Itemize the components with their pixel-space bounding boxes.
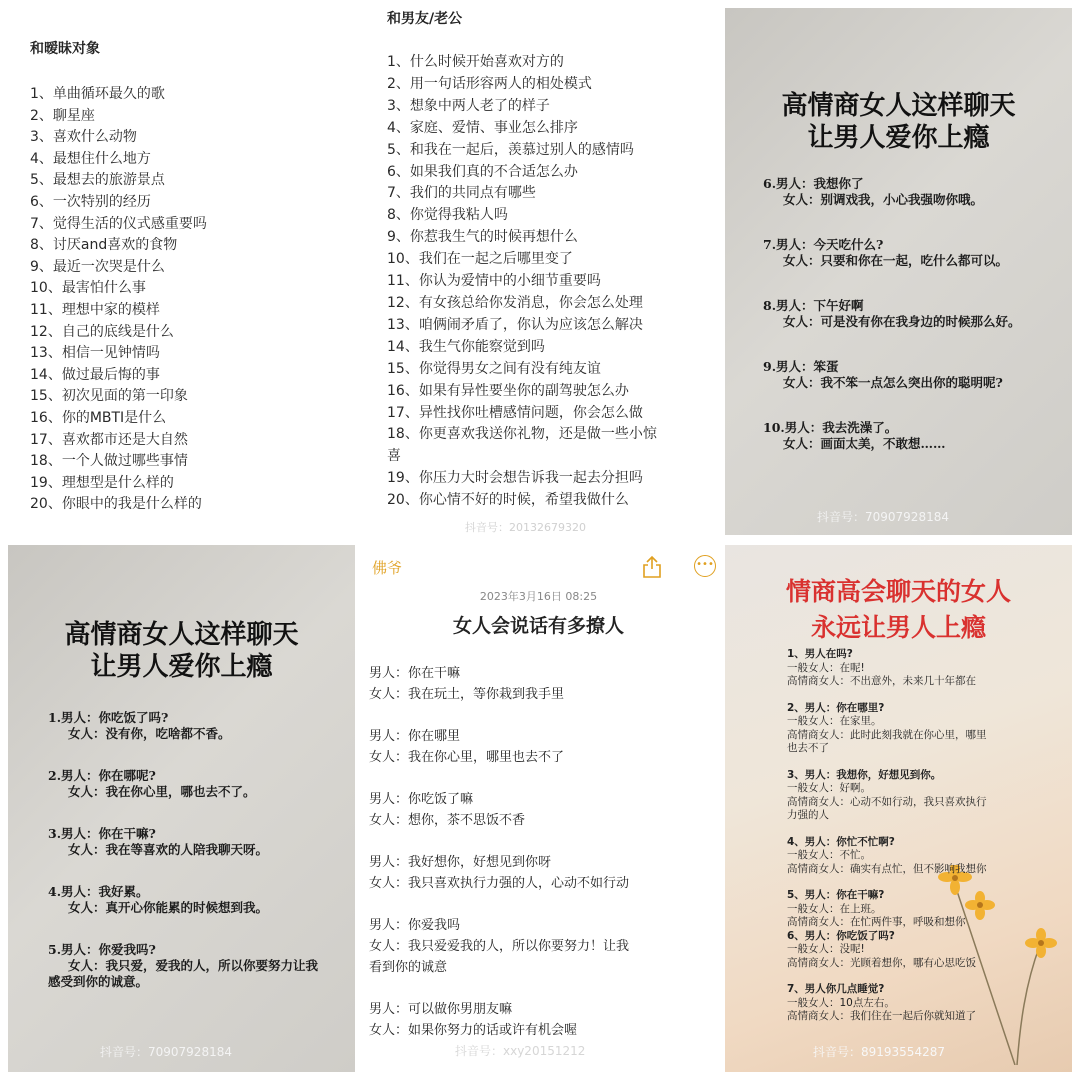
topic-item: 11、理想中家的模样 <box>30 301 160 318</box>
topic-item: 4、最想住什么地方 <box>30 150 151 167</box>
topic-item: 14、我生气你能察觉到吗 <box>387 338 545 355</box>
panel-title: 和男友/老公 <box>387 11 463 27</box>
male-line: 9.男人：笨蛋 <box>763 359 839 374</box>
note-body <box>369 663 714 1062</box>
topic-item: 18、你更喜欢我送你礼物，还是做一些小惊 <box>387 426 657 443</box>
dialog-block <box>763 237 1008 269</box>
dialog-line: 一般女人：10点左右。 <box>787 996 895 1009</box>
topic-item: 20、你眼中的我是什么样的 <box>30 496 202 513</box>
topic-item: 10、我们在一起之后哪里变了 <box>387 251 573 268</box>
topic-item: 19、理想型是什么样的 <box>30 474 174 491</box>
topic-item: 17、喜欢都市还是大自然 <box>30 431 188 448</box>
dialog-line: 高情商女人：不出意外，未来几十年都在 <box>787 675 976 687</box>
dialog-block <box>369 789 714 831</box>
topic-item: 20、你心情不好的时候，希望我做什么 <box>387 492 629 509</box>
dialog-block <box>787 769 1062 823</box>
watermark: 抖音号：xxy20151212 <box>455 1044 586 1058</box>
dialog-block <box>787 702 1062 756</box>
dialog-line: 高情商女人：此时此刻我就在你心里，哪里 <box>787 728 987 741</box>
male-line: 10.男人：我去洗澡了。 <box>763 420 898 435</box>
dialog-line: 一般女人：在呢! <box>787 661 865 674</box>
dialog-block <box>787 836 1062 877</box>
dialog-block <box>369 999 714 1041</box>
topic-item: 2、聊星座 <box>30 107 95 124</box>
topic-item: 7、觉得生活的仪式感重要吗 <box>30 215 207 232</box>
dialog-line: 女人：想你，茶不思饭不香 <box>369 813 526 828</box>
topic-item: 7、我们的共同点有哪些 <box>387 185 536 202</box>
male-line: 7.男人：今天吃什么? <box>763 237 884 252</box>
female-line: 女人：没有你，吃啥都不香。 <box>68 726 231 741</box>
topic-item: 喜 <box>387 448 401 465</box>
topic-list <box>30 84 365 516</box>
book-title-line-2: 让男人爱你上瘾 <box>90 652 273 682</box>
dialog-block <box>763 420 946 452</box>
dialog-line: 5、男人：你在干嘛? <box>787 889 885 901</box>
dialog-line: 一般女人：没呢! <box>787 943 865 955</box>
topic-item: 1、单曲循环最久的歌 <box>30 86 165 102</box>
poster-title-line-2: 永远让男人上瘾 <box>810 613 986 642</box>
topic-item: 13、咱俩闹矛盾了，你认为应该怎么解决 <box>387 316 643 333</box>
topic-item: 17、异性找你吐槽感情问题，你会怎么做 <box>387 404 643 421</box>
dialog-line: 男人：你爱我吗 <box>369 918 461 933</box>
male-line: 2.男人：你在哪呢? <box>48 768 156 783</box>
female-line: 女人：别调戏我，小心我强吻你哦。 <box>783 192 984 207</box>
share-icon[interactable] <box>641 555 663 579</box>
panel-title: 和暧昧对象 <box>30 41 100 57</box>
dialog-line: 也去不了 <box>787 742 829 754</box>
panel-book-page-1 <box>8 545 355 1072</box>
topic-item: 16、你的MBTI是什么 <box>30 409 167 426</box>
female-line: 女人：画面太美，不敢想…… <box>783 436 946 451</box>
dialog-line: 一般女人：在家里。 <box>787 715 882 727</box>
topic-item: 3、喜欢什么动物 <box>30 129 137 146</box>
dialog-block <box>369 663 714 705</box>
topic-item: 9、你惹我生气的时候再想什么 <box>387 229 578 246</box>
topic-item: 6、如果我们真的不合适怎么办 <box>387 163 578 180</box>
dialog-line: 男人：我好想你，好想见到你呀 <box>369 855 552 870</box>
topic-item: 6、一次特别的经历 <box>30 193 151 210</box>
dialog-line: 一般女人：不忙。 <box>787 849 871 861</box>
dialog-line: 7、男人你几点睡觉? <box>787 983 885 995</box>
watermark: 抖音号：70907928184 <box>100 1045 232 1059</box>
female-line: 女人：我在等喜欢的人陪我聊天呀。 <box>68 842 269 857</box>
dialog-line: 女人：如果你努力的话或许有机会喔 <box>369 1023 578 1038</box>
topic-item: 18、一个人做过哪些事情 <box>30 453 188 470</box>
dialog-block <box>369 726 714 768</box>
dialog-line: 2、男人：你在哪里? <box>787 701 885 714</box>
dialog-line: 高情商女人：我们住在一起后你就知道了 <box>787 1010 976 1022</box>
topic-item: 8、你觉得我粘人吗 <box>387 207 508 224</box>
poster-body <box>787 648 1062 1037</box>
dialog-line: 女人：我在玩土，等你栽到我手里 <box>369 687 565 702</box>
dialog-block <box>787 930 1062 971</box>
topic-item: 14、做过最后悔的事 <box>30 366 160 383</box>
dialog-line: 高情商女人：在忙两件事，呼吸和想你 <box>787 916 966 928</box>
male-line: 8.男人：下午好啊 <box>763 298 864 313</box>
panel-book-page-2 <box>725 8 1072 535</box>
topic-item: 15、你觉得男女之间有没有纯友谊 <box>387 360 601 377</box>
note-date: 2023年3月16日 08:25 <box>479 590 598 603</box>
male-line: 1.男人：你吃饭了吗? <box>48 710 169 725</box>
dialog-line: 4、男人：你忙不忙啊? <box>787 835 895 848</box>
note-title: 女人会说话有多撩人 <box>452 615 624 637</box>
dialog-block <box>787 648 1062 689</box>
book-title-line-2: 让男人爱你上瘾 <box>807 123 990 153</box>
back-button[interactable]: 佛爷 <box>372 559 403 577</box>
dialog-block <box>763 359 1003 391</box>
panel-flirt-topics <box>0 0 365 540</box>
dialog-block <box>48 826 268 858</box>
panel-eq-chat <box>725 545 1072 1072</box>
topic-item: 16、如果有异性要坐你的副驾驶怎么办 <box>387 382 629 399</box>
dialog-line: 高情商女人：心动不如行动，我只喜欢执行 <box>787 795 987 808</box>
dialog-line: 6、男人：你吃饭了吗? <box>787 929 895 942</box>
topic-item: 5、和我在一起后，羡慕过别人的感情吗 <box>387 141 634 158</box>
topic-item: 5、最想去的旅游景点 <box>30 172 165 189</box>
topic-list <box>387 52 720 512</box>
topic-item: 8、讨厌and喜欢的食物 <box>30 237 178 254</box>
dialog-line: 看到你的诚意 <box>369 960 448 975</box>
dialog-block <box>763 176 983 208</box>
panel-notes-app <box>357 545 720 1072</box>
topic-item: 15、初次见面的第一印象 <box>30 388 188 405</box>
topic-item: 12、自己的底线是什么 <box>30 323 174 340</box>
topic-item: 2、用一句话形容两人的相处模式 <box>387 75 592 92</box>
dialog-line: 3、男人：我想你，好想见到你。 <box>787 768 942 781</box>
dialog-line: 女人：我只爱爱我的人，所以你要努力！让我 <box>369 939 630 954</box>
dialog-block <box>48 942 318 990</box>
male-line: 5.男人：你爱我吗? <box>48 942 156 957</box>
dialog-block <box>369 852 714 894</box>
topic-item: 12、有女孩总给你发消息，你会怎么处理 <box>387 294 643 311</box>
panel-partner-topics <box>365 0 720 540</box>
topic-item: 3、想象中两人老了的样子 <box>387 97 550 114</box>
dialog-line: 女人：我在你心里，哪里也去不了 <box>369 750 565 765</box>
male-line: 4.男人：我好累。 <box>48 884 149 899</box>
dialog-line: 一般女人：好啊。 <box>787 782 871 794</box>
dialog-line: 男人：你吃饭了嘛 <box>369 792 474 807</box>
watermark: 抖音号：20132679320 <box>465 521 586 534</box>
female-line: 女人：真开心你能累的时候想到我。 <box>68 900 269 915</box>
topic-item: 4、家庭、爱情、事业怎么排序 <box>387 119 578 136</box>
female-line: 女人：我不笨一点怎么突出你的聪明呢? <box>783 375 1003 390</box>
dialog-block <box>48 710 231 742</box>
topic-item: 19、你压力大时会想告诉我一起去分担吗 <box>387 470 643 487</box>
dialog-line: 高情商女人：光顾着想你，哪有心思吃饭 <box>787 956 976 969</box>
female-line: 女人：我在你心里，哪也去不了。 <box>68 784 256 799</box>
topic-item: 1、什么时候开始喜欢对方的 <box>387 54 564 70</box>
watermark: 抖音号：70907928184 <box>817 510 949 524</box>
dialog-block <box>48 768 256 800</box>
dialog-line: 男人：你在哪里 <box>369 729 461 744</box>
dialog-block <box>787 983 1062 1024</box>
dialog-line: 男人：你在干嘛 <box>369 666 461 681</box>
dialog-line: 女人：我只喜欢执行力强的人，心动不如行动 <box>369 876 630 891</box>
book-title-line-1: 高情商女人这样聊天 <box>781 91 1016 121</box>
watermark: 抖音号：89193554287 <box>813 1045 945 1059</box>
male-line: 3.男人：你在干嘛? <box>48 826 156 841</box>
female-line: 女人：只要和你在一起，吃什么都可以。 <box>783 253 1009 268</box>
dialog-line: 1、男人在吗? <box>787 648 853 660</box>
dialog-line: 男人：可以做你男朋友嘛 <box>369 1002 513 1017</box>
dialog-line: 力强的人 <box>787 809 829 821</box>
dialog-block <box>48 884 268 916</box>
topic-item: 9、最近一次哭是什么 <box>30 258 165 275</box>
poster-title-line-1: 情商高会聊天的女人 <box>785 577 1011 606</box>
dialog-line: 高情商女人：确实有点忙，但不影响我想你 <box>787 862 987 875</box>
dialog-line: 一般女人：在上班。 <box>787 902 882 915</box>
topic-item: 13、相信一见钟情吗 <box>30 345 160 362</box>
male-line: 6.男人：我想你了 <box>763 176 864 191</box>
female-line-cont: 感受到你的诚意。 <box>48 974 149 989</box>
topic-item: 11、你认为爱情中的小细节重要吗 <box>387 273 601 290</box>
dialog-block <box>787 889 1062 930</box>
female-line: 女人：我只爱，爱我的人，所以你要努力让我 <box>68 958 319 973</box>
female-line: 女人：可是没有你在我身边的时候那么好。 <box>783 314 1021 329</box>
dialog-block <box>369 915 714 978</box>
book-title-line-1: 高情商女人这样聊天 <box>64 620 299 650</box>
dialog-block <box>763 298 1021 330</box>
topic-item: 10、最害怕什么事 <box>30 280 146 297</box>
more-icon[interactable]: ••• <box>694 555 716 577</box>
